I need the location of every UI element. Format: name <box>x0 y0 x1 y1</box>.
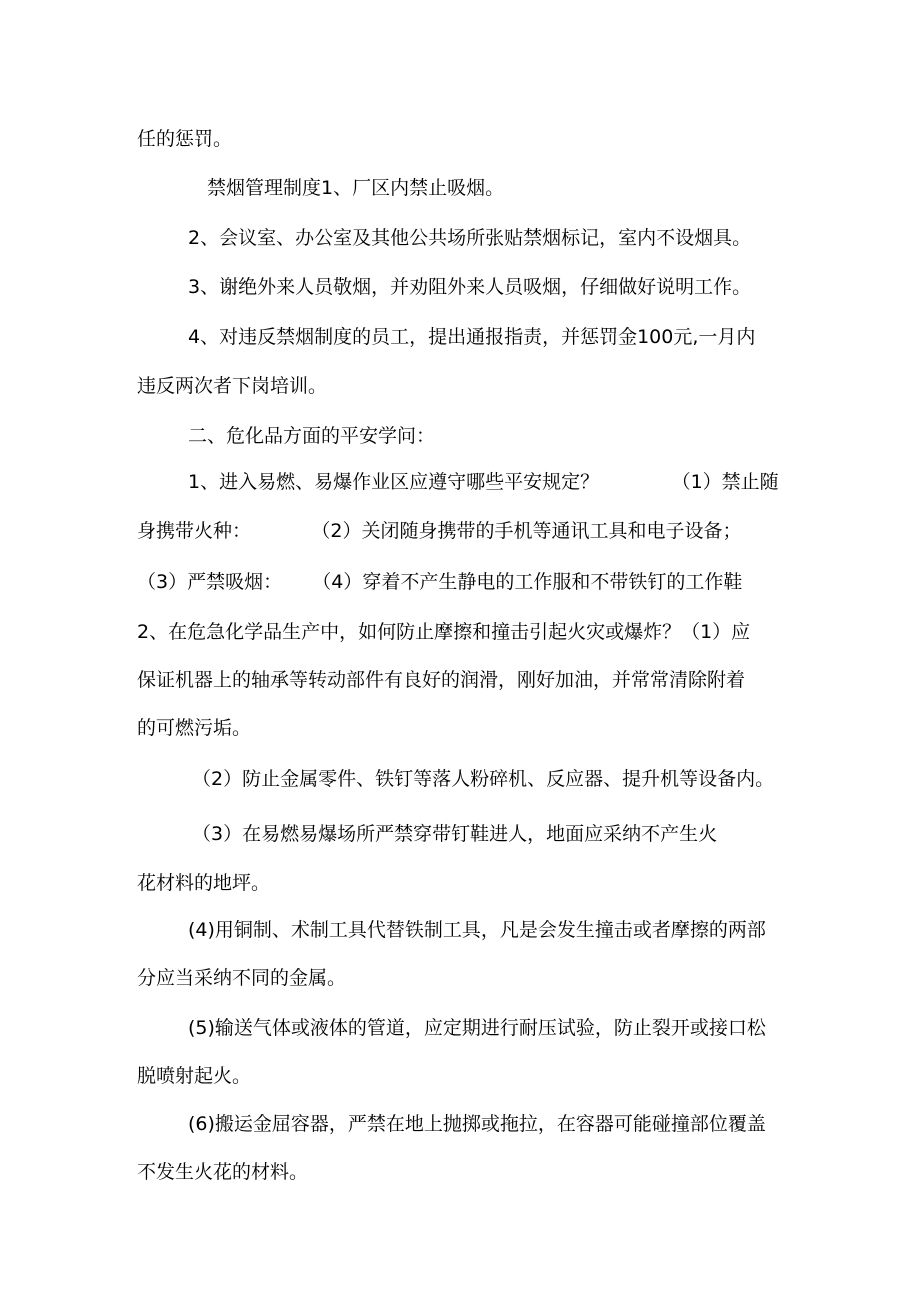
text-line-8: 1、进入易燃、易爆作业区应遵守哪些平安规定？ （1）禁止随 <box>188 471 779 493</box>
text-line-2: 禁烟管理制度1、厂区内禁止吸烟。 <box>207 177 505 199</box>
text-line-14: （2）防止金属零件、铁钉等落人粉碎机、反应器、提升机等设备内。 <box>192 768 775 790</box>
text-line-5: 4、对违反禁烟制度的员工，提出通报指责，并惩罚金100元,一月内 <box>188 326 756 348</box>
text-line-15: （3）在易燃易爆场所严禁穿带钉鞋进人，地面应采纳不产生火 <box>192 823 718 845</box>
text-line-3: 2、会议室、办公室及其他公共场所张贴禁烟标记，室内不设烟具。 <box>188 227 752 249</box>
text-line-11: 2、在危急化学品生产中，如何防止摩擦和撞击引起火灾或爆炸？（1）应 <box>137 621 751 643</box>
text-line-19: (5)输送气体或液体的管道，应定期进行耐压试验，防止裂开或接口松 <box>188 1017 766 1039</box>
text-line-17: (4)用铜制、术制工具代替铁制工具，凡是会发生撞击或者摩擦的两部 <box>188 919 766 941</box>
text-line-13: 的可燃污垢。 <box>137 717 252 739</box>
text-line-7: 二、危化品方面的平安学问： <box>188 425 436 447</box>
text-line-12: 保证机器上的轴承等转动部件有良好的润滑，刚好加油，并常常清除附着 <box>137 669 746 691</box>
text-line-1: 任的惩罚。 <box>137 128 233 150</box>
text-line-22: 不发生火花的材料。 <box>137 1161 309 1183</box>
text-line-4: 3、谢绝外来人员敬烟，并劝阻外来人员吸烟，仔细做好说明工作。 <box>188 276 752 298</box>
text-line-6: 违反两次者下岗培训。 <box>137 375 328 397</box>
text-line-21: (6)搬运金屈容器，严禁在地上抛掷或拖拉，在容器可能碰撞部位覆盖 <box>188 1113 766 1135</box>
text-line-20: 脱喷射起火。 <box>137 1065 252 1087</box>
text-line-9: 身携带火种： （2）关闭随身携带的手机等通讯工具和电子设备； <box>137 520 742 542</box>
text-line-18: 分应当采纳不同的金属。 <box>137 967 347 989</box>
text-line-10: （3）严禁吸烟： （4）穿着不产生静电的工作服和不带铁钉的工作鞋 <box>137 571 743 593</box>
text-line-16: 花材料的地坪。 <box>137 872 271 894</box>
